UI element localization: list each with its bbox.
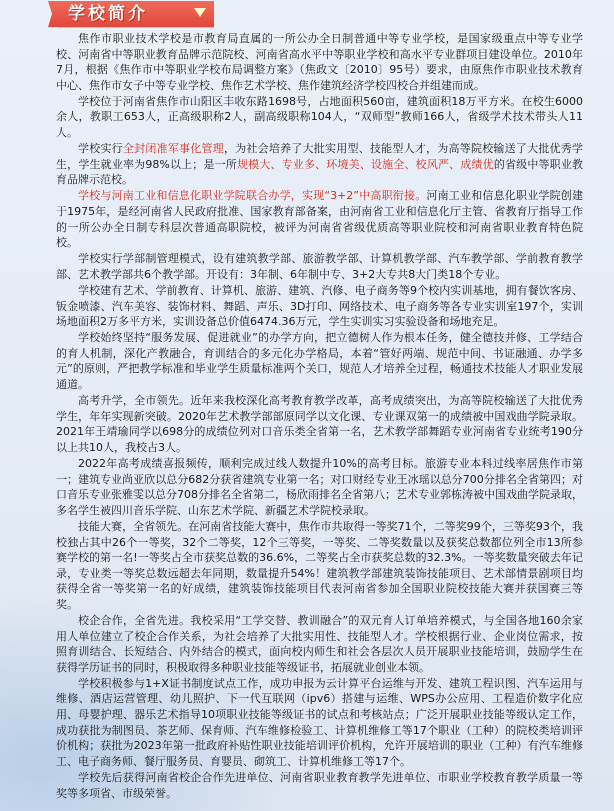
paragraph-text: ，为社会培养了大批实用型、技能型人才，为高等院校输送了大批优秀学生，学生就业率为98%以上；是一所 (56, 142, 584, 171)
intro-paragraph-13 (56, 770, 583, 801)
intro-paragraph-1 (56, 31, 583, 93)
section-banner (58, 1, 214, 27)
paragraph-text: 的省级中等职业教育品牌示范校。 (56, 157, 584, 187)
paragraph-text: 河南工业和信息化职业学院创建于1975年，是经河南省人民政府批准、国家教育部备案，由河南省工业和信息化厅主管、省教育厅指导工作的一所公办全日制专科层次普通高职院校，被评为河南省省级优质高等职业院校和河南省职业教育特色院校。 (56, 189, 584, 250)
intro-paragraph-9 (56, 456, 583, 518)
highlight-text: 学校与河南工业和信息化职业学院联合办学，实现“3+2”中高职衔接。 (78, 189, 427, 203)
paragraph-text: 学校位于河南省焦作市山阳区丰收东路1698号，占地面积560亩，建筑面积18万平方米。在校生6000余人，教职工653人，正高级职称2人，副高级职称104人，“双师型”教师166人，省级学术技术带头人11人。 (56, 94, 583, 140)
paragraph-text: 学校实行 (78, 142, 123, 156)
paragraph-text: 校企合作，全省先进。我校采用“工学交替、教训融合”的双元育人订单培养模式，与全国各地160余家用人单位建立了校企合作关系，为社会培养了大批实用性、技能型人才。学校根据行业、企业岗位需求，按照育训结合、长短结合、内外结合的模式，面向校内师生和社会各层次人员开展职业技能培训，鼓励学生在获得学历证书的同时，积极取得多种职业技能等级证书，拓展就业创业本领。 (56, 613, 583, 674)
intro-paragraph-2 (56, 94, 583, 141)
intro-paragraph-4 (56, 188, 583, 250)
paragraph-text: 技能大赛，全省领先。在河南省技能大赛中，焦作市共取得一等奖71个，二等奖99个，三等奖93个，我校独占其中26个一等奖，32个二等奖，12个三等奖，一等奖、二等奖数量以及获奖总数都位列全市13所参赛学校的第一名!一等奖占全市获奖总数的36.6%，二等奖占全市获奖总数的32.3%。一等奖数量突破去年记录，专业类一等奖总数远超去年同期，数量提升54%！建筑教学部建筑装饰技能项目、艺术部情景剧项目均获得全省一等奖第一名的好成绩，建筑装饰技能项目代表河南省参加全国职业院校技能大赛并获国赛三等奖。 (56, 519, 583, 611)
paragraph-text: 学校建有艺术、学前教育、计算机、旅游、建筑、汽修、电子商务等9个校内实训基地，拥有餐饮客房、钣金喷漆、汽车美容、装饰材料、舞蹈、声乐、3D打印、网络技术、电子商务等各专业实训室197个，实训场地面积2万多平方米，实训设备总价值6474.36万元，学生实训实习实验设备和场地充足。 (56, 284, 583, 329)
intro-paragraph-10 (56, 519, 583, 613)
paragraph-text: 学校先后获得河南省校企合作先进单位、河南省职业教育教学先进单位、市职业学校教育教学质量一等奖等多项省、市级荣誉。 (56, 770, 583, 800)
highlight-text: 全封闭准军事化管理 (122, 142, 224, 156)
intro-paragraph-12 (56, 676, 583, 770)
paragraph-text: 焦作市职业技术学校是市教育局直属的一所公办全日制普通中等专业学校，是国家级重点中等专业学校、河南省中等职业教育品牌示范院校、河南省高水平中等职业学校和高水平专业群项目建设单位。2010年7月，根据《焦作市中等职业学校布局调整方案》（焦政文〔2010〕95号）要求，由原焦作市职业技术教育中心、焦作市女子中等专业学校、焦作艺术学校、焦作建筑经济学校四校合并组建而成。 (56, 32, 583, 92)
intro-body (56, 31, 583, 802)
intro-paragraph-7 (56, 330, 583, 392)
highlight-text: 规模大、专业多、环境美、设施全、校风严、成绩优 (236, 157, 494, 171)
intro-paragraph-11 (56, 613, 583, 675)
paragraph-text: 学校始终坚持“服务发展、促进就业”的办学方向，把立德树人作为根本任务，健全德技并修、工学结合的育人机制，深化产教融合，育训结合的多元化办学格局，本着“管好两端、规范中间、书证融通、办学多元”的原则，严把教学标准和毕业学生质量标准两个关口，规范人才培养全过程，畅通技术技能人才职业发展通道。 (56, 331, 583, 392)
section-title: 学校简介 (68, 4, 148, 24)
intro-paragraph-6 (56, 283, 583, 330)
intro-paragraph-5 (56, 251, 583, 282)
paragraph-text: 2022年高考成绩喜报频传，顺利完成过线人数提升10%的高考目标。旅游专业本科过线率居焦作市第一；建筑专业尚亚欣以总分682分获省建筑专业第一名；对口财经专业王冰瑶以总分700分排名全省第四；对口音乐专业张雅雯以总分708分排名全省第二，杨欣雨排名全省第八；艺术专业郭栋涛被中国戏曲学院录取，多名学生被四川音乐学院、山东艺术学院、新疆艺术学院校录取。 (56, 457, 583, 517)
paragraph-text: 高考升学，全市领先。近年来我校深化高考教育教学改革，高考成绩突出，为高等院校输送了大批优秀学生，年年实现新突破。2020年艺术教学部部原同学以文化课、专业课双第一的成绩被中国戏曲学院录取。2021年王靖瑜同学以698分的成绩位列对口音乐类全省第一名，艺术教学部舞蹈专业河南省专业统考190分以上共10人，我校占3人。 (56, 394, 583, 454)
paragraph-text: 学校积极参与1+X证书制度试点工作，成功申报为云计算平台运维与开发、建筑工程识图、汽车运用与维修、酒店运营管理、幼儿照护、下一代互联网（ipv6）搭建与运维、WPS办公应用、工程造价数字化应用、母婴护理、器乐艺术指导10项职业技能等级证书的试点和考核站点；广泛开展职业技能等级认定工作，成功获批为制图员、茶艺师、保育师、汽车维修检验工、计算机维修工等17个职业（工种）的院校类培训评价机构；获批为2023年第一批政府补贴性职业技能培训评价机构，允许开展培训的职业（工种）有汽车维修工、电子商务师、餐厅服务员、育婴员、砌筑工、计算机维修工等17个。 (56, 676, 583, 768)
intro-paragraph-8 (56, 393, 583, 455)
caret-down-icon (194, 8, 206, 17)
paragraph-text: 学校实行学部制管理模式，设有建筑教学部、旅游教学部、计算机教学部、汽车教学部、学前教育教学部、艺术教学部共6个教学部。开设有：3年制、6年制中专、3+2大专共8大门类18个专业。 (56, 252, 583, 281)
intro-paragraph-3 (56, 141, 583, 188)
